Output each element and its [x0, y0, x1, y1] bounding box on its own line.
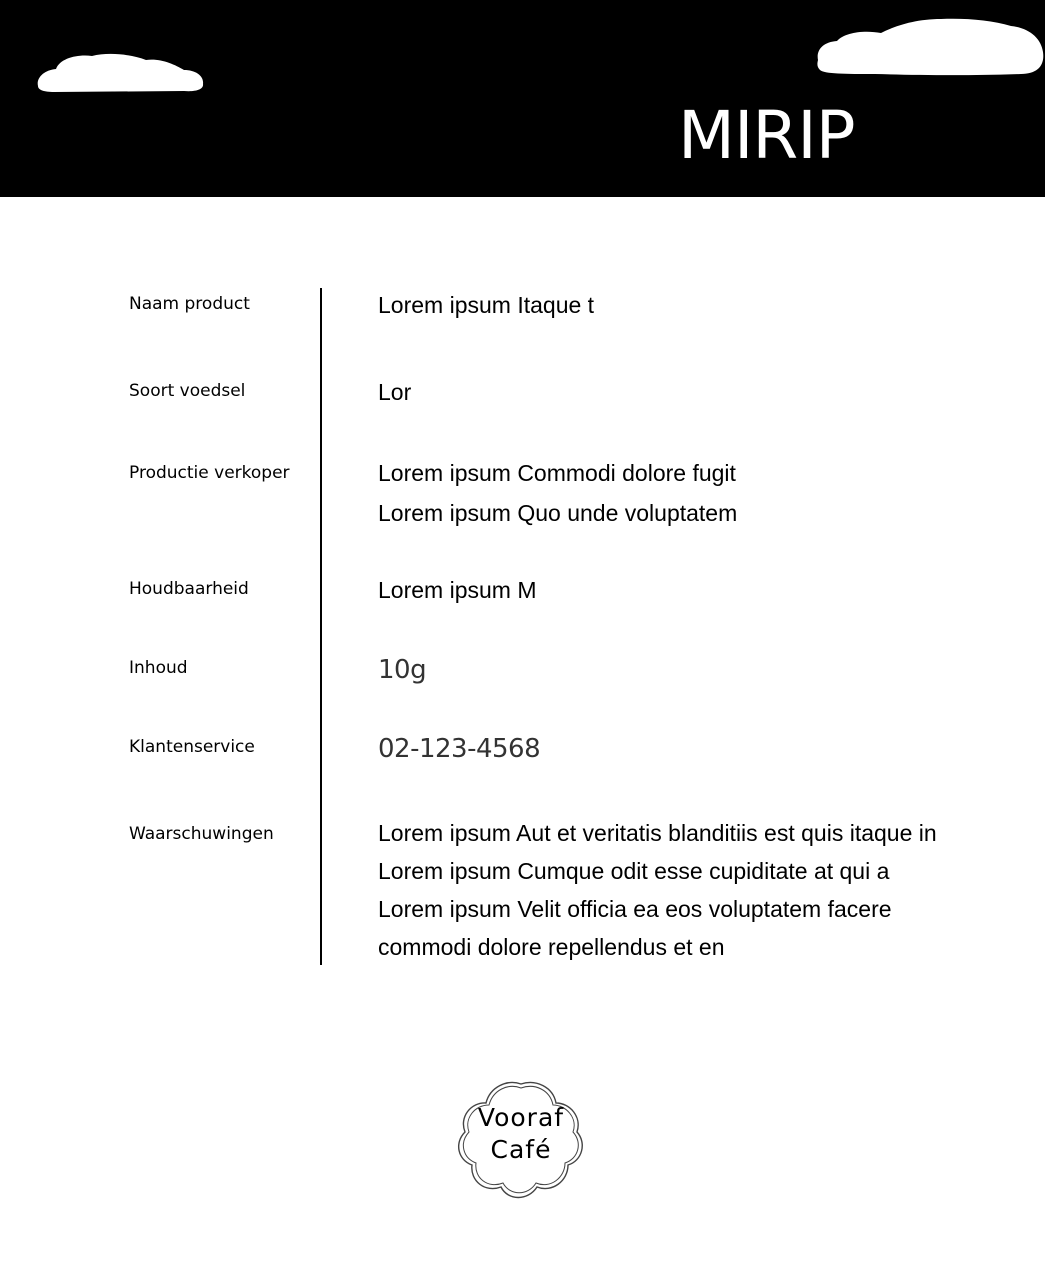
value-line: Lorem ipsum Quo unde voluptatem — [378, 500, 738, 526]
value-contents — [378, 650, 426, 690]
label-food-type: Soort voedsel — [129, 381, 246, 401]
cloud-right-icon — [815, 16, 1045, 78]
value-line: Lor — [378, 379, 412, 405]
logo-line-2: Café — [490, 1135, 552, 1164]
value-line: Lorem ipsum Itaque t — [378, 292, 595, 318]
label-customer-service: Klantenservice — [129, 737, 255, 757]
value-line: Lorem ipsum Commodi dolore fugit — [378, 460, 736, 486]
value-line: 10g — [378, 655, 427, 685]
label-producer-seller: Productie verkoper — [129, 463, 290, 483]
value-customer-service — [378, 729, 540, 769]
value-line: Lorem ipsum Cumque odit esse cupiditate at qui a — [378, 858, 890, 884]
label-warnings: Waarschuwingen — [129, 824, 274, 844]
value-product-name — [378, 285, 594, 325]
value-line: Lorem ipsum M — [378, 577, 537, 603]
value-line: Lorem ipsum Aut et veritatis blanditiis est quis itaque in — [378, 820, 937, 846]
value-warnings — [378, 814, 937, 966]
label-product-name: Naam product — [129, 294, 250, 314]
label-shelf-life: Houdbaarheid — [129, 579, 249, 599]
label-contents: Inhoud — [129, 658, 188, 678]
cloud-left-icon — [34, 50, 206, 94]
logo-line-1: Vooraf — [477, 1103, 565, 1132]
value-line: 02-123-4568 — [378, 734, 541, 764]
value-food-type — [378, 372, 411, 412]
header-banner — [0, 0, 1045, 197]
value-line: Lorem ipsum Velit officia ea eos voluptatem facere — [378, 896, 892, 922]
brand-title: MIRIP — [678, 97, 855, 174]
value-line: commodi dolore repellendus et en — [378, 934, 725, 960]
column-divider — [320, 288, 322, 965]
value-shelf-life — [378, 570, 536, 610]
cafe-logo — [456, 1077, 586, 1207]
value-producer-seller — [378, 453, 737, 533]
